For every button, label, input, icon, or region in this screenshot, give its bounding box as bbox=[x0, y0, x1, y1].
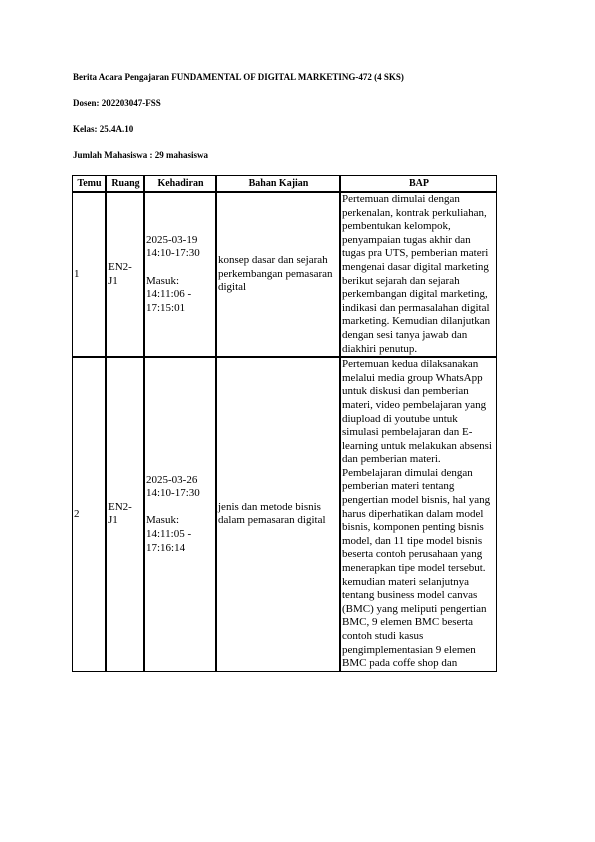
cell-temu: 1 bbox=[72, 192, 106, 357]
bap-table bbox=[72, 175, 497, 672]
cell-ruang: EN2- J1 bbox=[106, 357, 144, 672]
header-bap: BAP bbox=[340, 175, 497, 192]
header-kehadiran: Kehadiran bbox=[144, 175, 216, 192]
table-row bbox=[72, 192, 497, 357]
header-temu: Temu bbox=[72, 175, 106, 192]
cell-kehadiran: 2025-03-19 14:10-17:30 Masuk: 14:11:06 - 17:15:01 bbox=[144, 192, 216, 357]
cell-bap: Pertemuan dimulai dengan perkenalan, kontrak perkuliahan, pembentukan kelompok, penyampaian tugas akhir dan tugas pra UTS, pemberian materi mengenai dasar digital marketing berikut sejarah dan sejarah perkembangan digital marketing, indikasi dan permasalahan digital marketing. Kemudian dilanjutkan dengan sesi tanya jawab dan diakhiri penutup. bbox=[340, 192, 497, 357]
cell-ruang: EN2- J1 bbox=[106, 192, 144, 357]
document-title: Berita Acara Pengajaran FUNDAMENTAL OF DIGITAL MARKETING-472 (4 SKS) bbox=[73, 72, 404, 82]
header-bahan-kajian: Bahan Kajian bbox=[216, 175, 340, 192]
dosen-info: Dosen: 202203047-FSS bbox=[73, 98, 161, 108]
cell-kehadiran: 2025-03-26 14:10-17:30 Masuk: 14:11:05 - 17:16:14 bbox=[144, 357, 216, 672]
table-header-row bbox=[72, 175, 497, 192]
jumlah-mahasiswa-info: Jumlah Mahasiswa : 29 mahasiswa bbox=[73, 150, 209, 160]
header-ruang: Ruang bbox=[106, 175, 144, 192]
cell-bahan-kajian: konsep dasar dan sejarah perkembangan pemasaran digital bbox=[216, 192, 340, 357]
cell-bahan-kajian: jenis dan metode bisnis dalam pemasaran digital bbox=[216, 357, 340, 672]
table-row bbox=[72, 357, 497, 672]
kelas-info: Kelas: 25.4A.10 bbox=[73, 124, 134, 134]
cell-temu: 2 bbox=[72, 357, 106, 672]
cell-bap: Pertemuan kedua dilaksanakan melalui media group WhatsApp untuk diskusi dan pemberian materi, video pembelajaran yang diupload di youtube untuk simulasi pembelajaran dan E-learning untuk melakukan absensi dan pemberian materi. Pembelajaran dimulai dengan pemberian materi tentang pengertian model bisnis, hal yang harus diperhatikan dalam model bisnis, komponen penting bisnis model, dan 11 tipe model bisnis beserta contoh perusahaan yang menerapkan tipe model tersebut. kemudian materi selanjutnya tentang business model canvas (BMC) yang meliputi pengertian BMC, 9 elemen BMC beserta contoh studi kasus pengimplementasian 9 elemen BMC pada coffe shop dan bbox=[340, 357, 497, 672]
